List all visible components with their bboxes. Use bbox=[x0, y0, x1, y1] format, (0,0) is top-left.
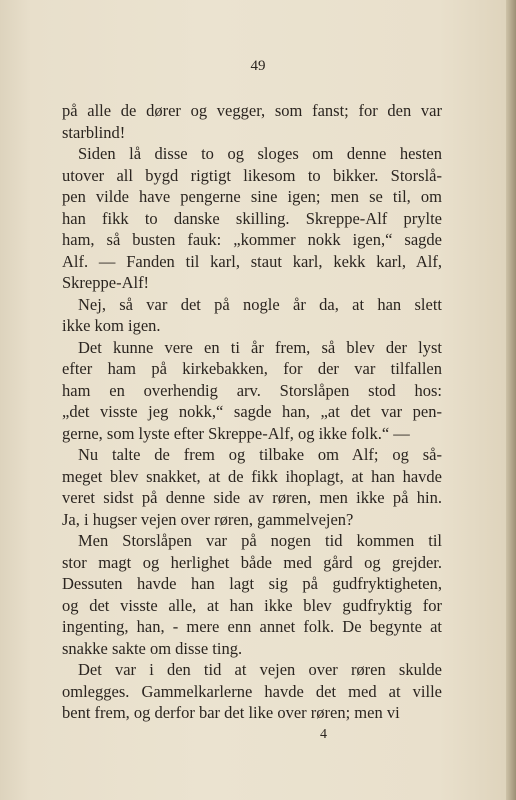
text-line: Siden lå disse to og sloges om denne hesten bbox=[78, 144, 442, 163]
text-line: efter ham på kirkebakken, for der var tilfallen bbox=[62, 359, 442, 378]
page-gutter-shadow bbox=[506, 0, 516, 800]
text-line: Skreppe-Alf! bbox=[62, 273, 150, 292]
text-line: snakke sakte om disse ting. bbox=[62, 638, 243, 658]
body-text bbox=[62, 100, 442, 724]
text-line: utover all bygd rigtigt likesom to bikker. Storslå- bbox=[62, 165, 442, 185]
text-line: „det visste jeg nokk,“ sagde han, „at det var pen- bbox=[62, 402, 442, 421]
text-line: ikke kom igen. bbox=[62, 316, 161, 335]
page-number: 49 bbox=[250, 58, 266, 74]
paragraph bbox=[62, 143, 442, 294]
text-line: pen vilde have pengerne sine igen; men se til, om bbox=[62, 187, 442, 206]
text-line: Det kunne vere en ti år frem, så blev der lyst bbox=[78, 337, 442, 357]
text-line: ham en overhendig arv. Storslåpen stod hos: bbox=[62, 380, 442, 400]
text-line: stor magt og herlighet både med gård og grejder. bbox=[62, 552, 442, 572]
paragraph bbox=[62, 337, 442, 445]
signature-mark: 4 bbox=[320, 727, 327, 742]
paragraph bbox=[62, 444, 442, 530]
paragraph bbox=[62, 100, 442, 143]
text-line: gerne, som lyste efter Skreppe-Alf, og ikke folk.“ — bbox=[62, 423, 410, 443]
paragraph bbox=[62, 659, 442, 724]
paragraph bbox=[62, 530, 442, 659]
text-line: meget blev snakket, at de fikk ihoplagt, at han havde bbox=[62, 466, 442, 486]
text-line: han fikk to danske skilling. Skreppe-Alf prylte bbox=[62, 208, 442, 228]
text-line: Det var i den tid at vejen over røren skulde bbox=[78, 660, 442, 679]
text-line: veret sidst på denne side av røren, men ikke på hin. bbox=[62, 488, 442, 507]
text-line: bent frem, og derfor bar det like over røren; men vi bbox=[62, 703, 400, 722]
paragraph bbox=[62, 294, 442, 337]
text-line: Dessuten havde han lagt sig på gudfryktigheten, bbox=[62, 574, 442, 593]
text-line: og det visste alle, at han ikke blev gudfryktig for bbox=[62, 595, 442, 615]
text-line: ham, så busten fauk: „kommer nokk igen,“ sagde bbox=[62, 230, 442, 249]
text-line: starblind! bbox=[62, 122, 126, 142]
text-line: Nu talte de frem og tilbake om Alf; og så- bbox=[78, 445, 442, 464]
text-line: Ja, i hugser vejen over røren, gammelvejen? bbox=[62, 509, 354, 529]
text-line: Alf. — Fanden til karl, staut karl, kekk karl, Alf, bbox=[62, 251, 442, 271]
text-line: Men Storslåpen var på nogen tid kommen til bbox=[78, 531, 442, 550]
text-line: på alle de dører og vegger, som fanst; for den var bbox=[62, 101, 442, 120]
text-line: Nej, så var det på nogle år da, at han slett bbox=[78, 294, 442, 314]
text-line: ingenting, han, - mere enn annet folk. De begynte at bbox=[62, 617, 442, 636]
text-line: omlegges. Gammelkarlerne havde det med at ville bbox=[62, 681, 442, 701]
